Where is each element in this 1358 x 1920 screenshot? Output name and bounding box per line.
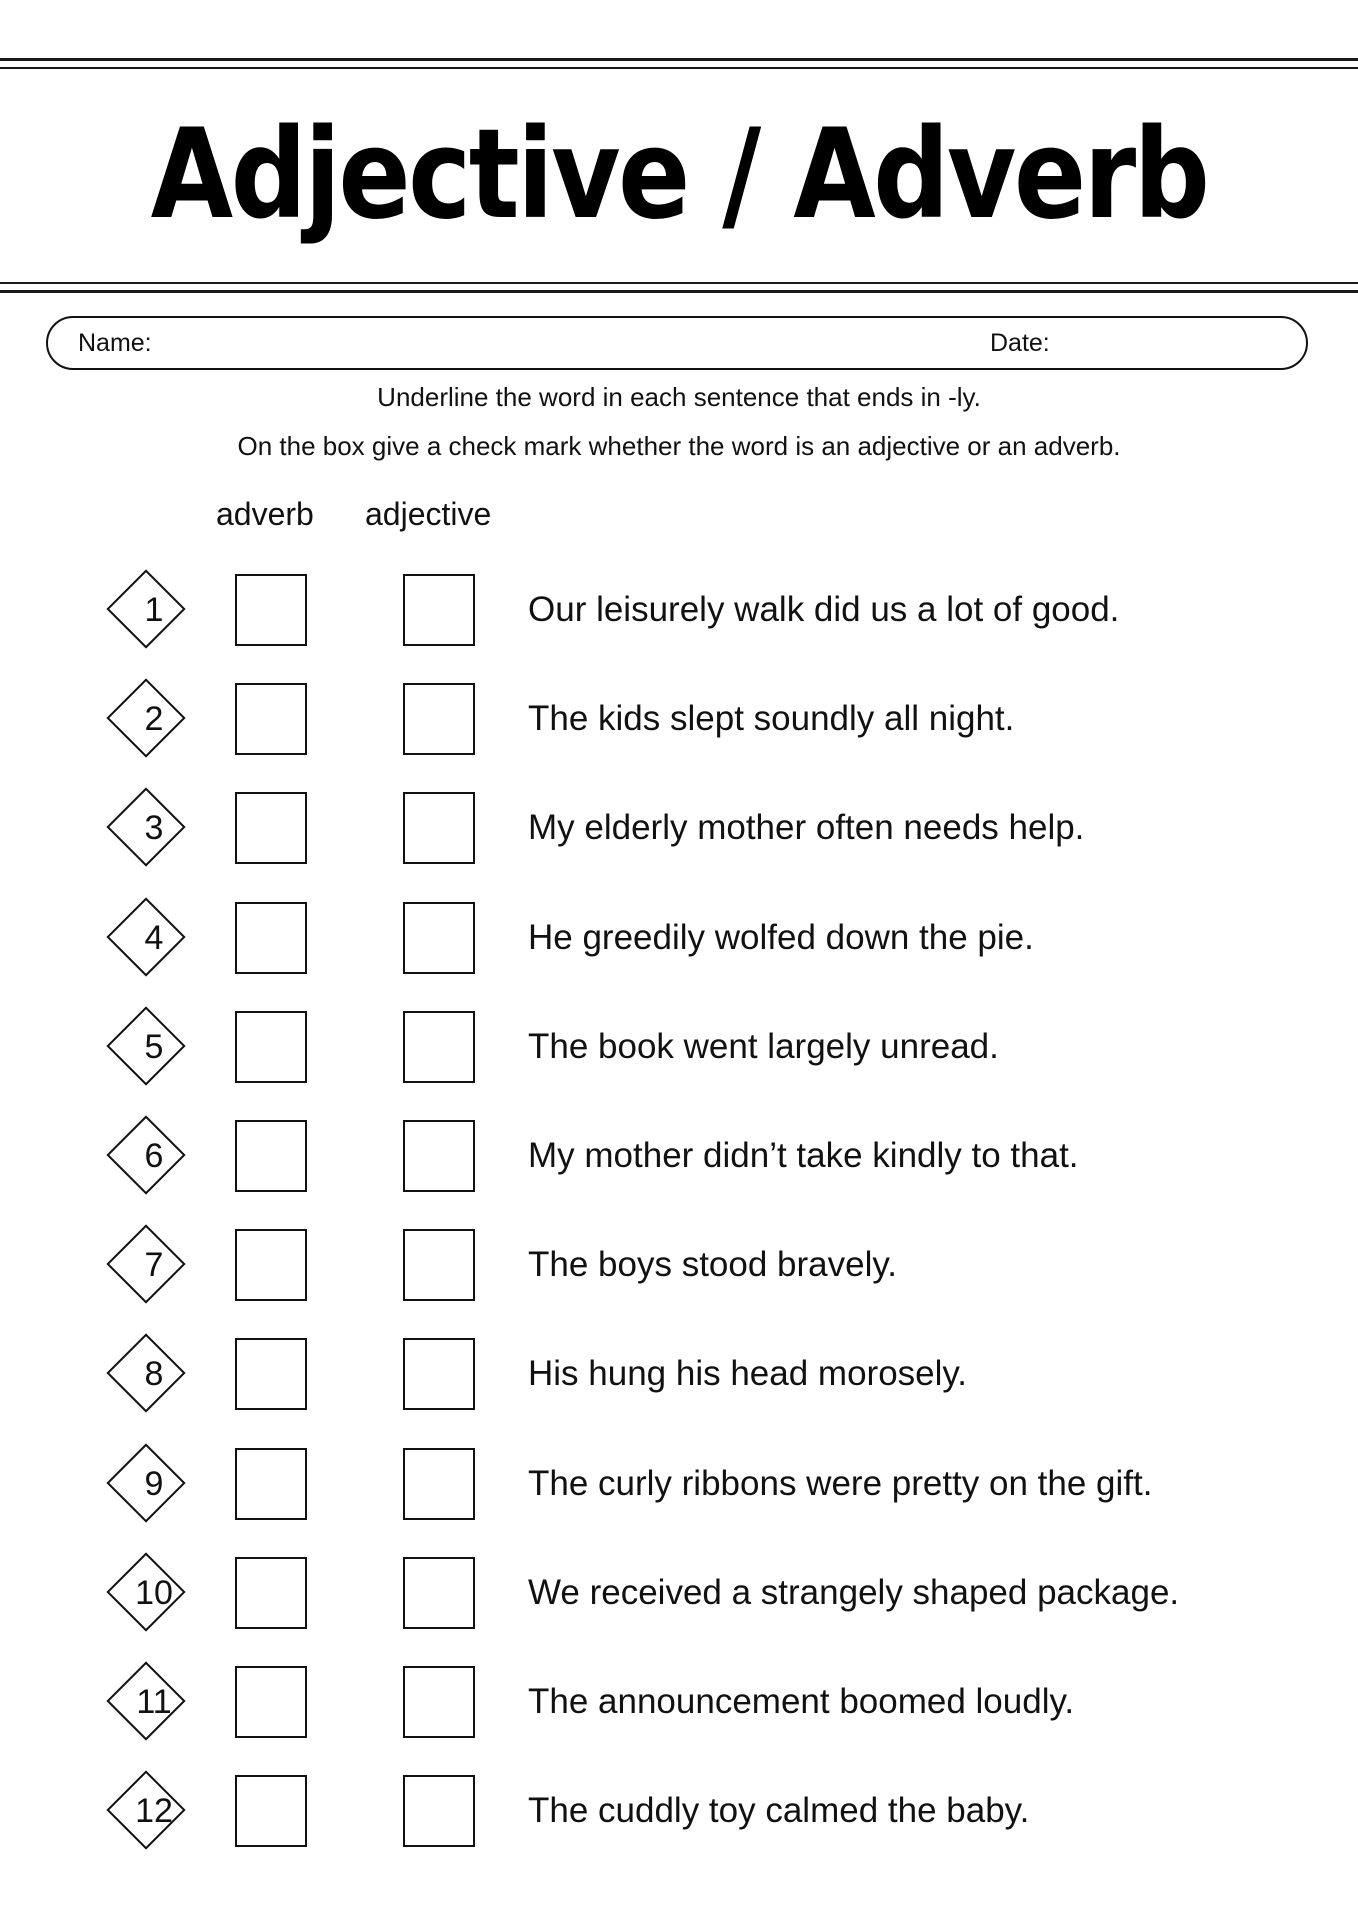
adverb-checkbox[interactable] [235,902,307,974]
adjective-checkbox[interactable] [403,1338,475,1410]
adverb-checkbox[interactable] [235,1448,307,1520]
adverb-checkbox[interactable] [235,1011,307,1083]
question-sentence: My mother didn’t take kindly to that. [528,1136,1079,1175]
adverb-checkbox[interactable] [235,1666,307,1738]
question-sentence: The boys stood bravely. [528,1245,897,1284]
adjective-checkbox[interactable] [403,902,475,974]
adjective-checkbox[interactable] [403,683,475,755]
adjective-checkbox[interactable] [403,1557,475,1629]
question-row [0,790,1358,866]
question-row [0,681,1358,757]
question-number: 4 [144,919,164,957]
question-sentence: The kids slept soundly all night. [528,699,1015,738]
question-row [0,1118,1358,1194]
question-number: 12 [135,1792,173,1830]
question-row [0,572,1358,648]
question-number: 3 [144,809,164,847]
question-sentence: My elderly mother often needs help. [528,808,1085,847]
question-row [0,1773,1358,1849]
adjective-checkbox[interactable] [403,1775,475,1847]
question-number: 1 [144,591,164,629]
question-row [0,1664,1358,1740]
question-number: 6 [144,1137,164,1175]
top-rule-inner [0,67,1358,69]
adjective-checkbox[interactable] [403,1229,475,1301]
question-number: 2 [144,700,164,738]
adjective-checkbox[interactable] [403,1448,475,1520]
column-header-adverb: adverb [216,496,314,532]
adverb-checkbox[interactable] [235,574,307,646]
adverb-checkbox[interactable] [235,1338,307,1410]
question-number: 9 [144,1465,164,1503]
title-rule-outer [0,290,1358,293]
question-number: 5 [144,1028,164,1066]
question-row [0,1009,1358,1085]
adverb-checkbox[interactable] [235,1775,307,1847]
question-sentence: We received a strangely shaped package. [528,1573,1180,1612]
question-sentence: Our leisurely walk did us a lot of good. [528,590,1120,629]
adverb-checkbox[interactable] [235,1557,307,1629]
adjective-checkbox[interactable] [403,792,475,864]
question-number: 7 [144,1246,164,1284]
question-number: 10 [135,1574,173,1612]
worksheet-title: Adjective / Adverb [150,103,1208,247]
instruction-line-2: On the box give a check mark whether the word is an adjective or an adverb. [237,431,1121,461]
adjective-checkbox[interactable] [403,574,475,646]
column-header-adjective: adjective [365,496,492,532]
question-sentence: The cuddly toy calmed the baby. [528,1791,1030,1830]
question-number: 8 [144,1355,164,1393]
adverb-checkbox[interactable] [235,792,307,864]
adverb-checkbox[interactable] [235,1229,307,1301]
question-row [0,1227,1358,1303]
question-sentence: His hung his head morosely. [528,1354,968,1393]
adverb-checkbox[interactable] [235,683,307,755]
question-row [0,900,1358,976]
top-rule-outer [0,58,1358,61]
adverb-checkbox[interactable] [235,1120,307,1192]
name-date-field[interactable] [46,316,1308,370]
question-number: 11 [136,1683,172,1721]
question-row [0,1446,1358,1522]
question-sentence: The book went largely unread. [528,1027,999,1066]
adjective-checkbox[interactable] [403,1120,475,1192]
instruction-line-1: Underline the word in each sentence that ends in -ly. [377,382,981,412]
question-sentence: The curly ribbons were pretty on the gift. [528,1464,1153,1503]
title-rule-inner [0,282,1358,284]
adjective-checkbox[interactable] [403,1666,475,1738]
question-row [0,1336,1358,1412]
date-label: Date: [990,329,1050,357]
question-row [0,1555,1358,1631]
question-sentence: He greedily wolfed down the pie. [528,918,1034,957]
adjective-checkbox[interactable] [403,1011,475,1083]
name-label: Name: [78,329,152,357]
question-sentence: The announcement boomed loudly. [528,1682,1075,1721]
